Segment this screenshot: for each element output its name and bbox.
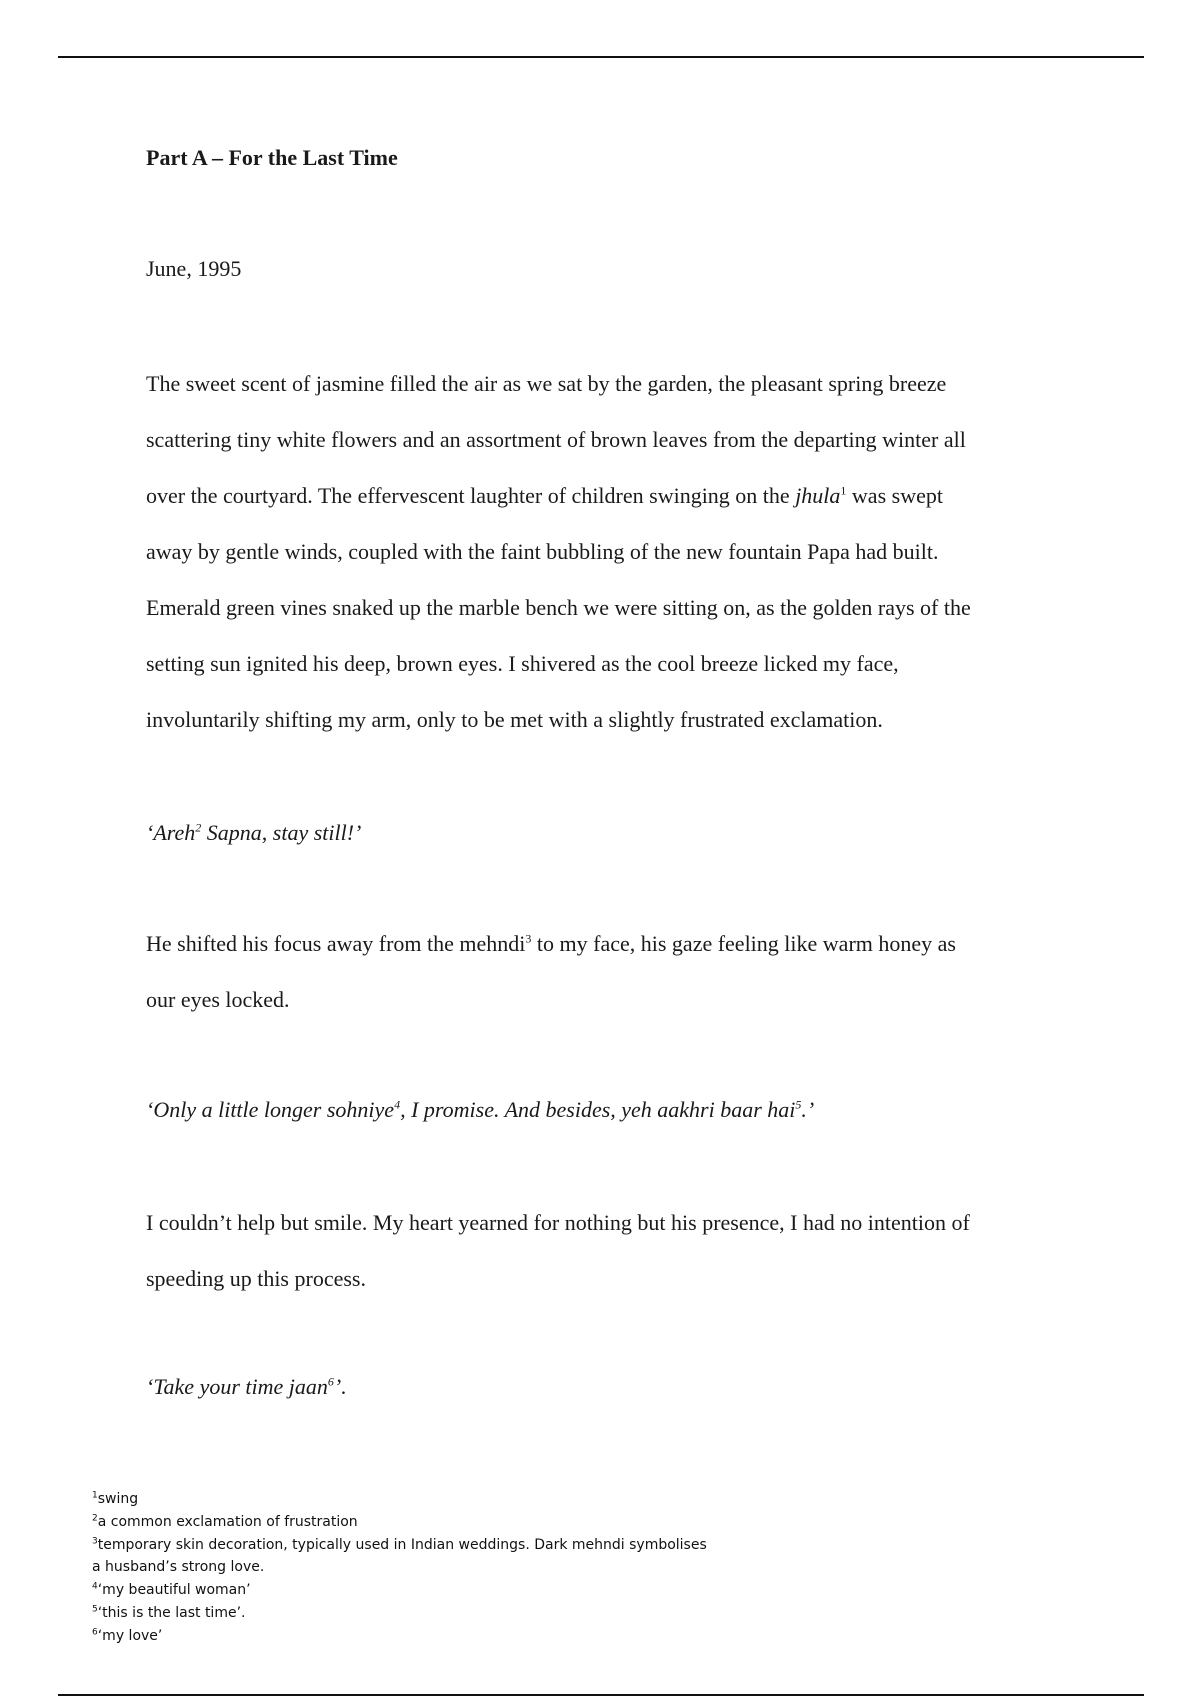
paragraph-1 (146, 356, 1086, 748)
text-run: ‘Take your time jaan (146, 1374, 328, 1399)
footnote-number: 5 (92, 1604, 98, 1615)
footnote-number: 6 (92, 1627, 98, 1638)
footnote-ref-5: 5 (795, 1097, 802, 1112)
text-run: , I promise. And besides, yeh aakhri baar hai (400, 1097, 796, 1122)
paragraph-2 (146, 916, 1086, 1028)
paragraph-line: setting sun ignited his deep, brown eyes. I shivered as the cool breeze licked my face, (146, 651, 899, 676)
section-heading: Part A – For the Last Time (146, 145, 398, 170)
paragraph-line: Emerald green vines snaked up the marble bench we were sitting on, as the golden rays of the (146, 595, 971, 620)
footnote (92, 1511, 707, 1534)
footnote (92, 1602, 707, 1625)
footnote-text: ‘this is the last time’. (97, 1604, 246, 1621)
text-run: ‘Areh (146, 820, 196, 845)
paragraph-line (146, 916, 1086, 972)
paragraph-line: involuntarily shifting my arm, only to be met with a slightly frustrated exclamation. (146, 707, 883, 732)
top-rule (58, 56, 1144, 58)
dialogue-quote-1 (146, 820, 361, 846)
text-run: ‘Only a little longer sohniye (146, 1097, 395, 1122)
footnote (92, 1534, 707, 1557)
paragraph-line: scattering tiny white flowers and an assortment of brown leaves from the departing winter all (146, 427, 966, 452)
footnote-number: 3 (92, 1535, 98, 1546)
dateline: June, 1995 (146, 256, 242, 281)
paragraph-line (146, 468, 1086, 524)
dialogue-quote-3 (146, 1374, 347, 1400)
footnote-number: 1 (92, 1490, 98, 1501)
footnote (92, 1625, 707, 1648)
paragraph-line: away by gentle winds, coupled with the faint bubbling of the new fountain Papa had built. (146, 539, 939, 564)
paragraph-line: speeding up this process. (146, 1266, 366, 1291)
text-run: Sapna, stay still!’ (201, 820, 362, 845)
footnote-text: swing (97, 1491, 139, 1507)
footnote (92, 1579, 707, 1602)
footnote-ref-1: 1 (840, 483, 847, 498)
footnote (92, 1488, 707, 1511)
footnote-text: a common exclamation of frustration (97, 1513, 358, 1530)
text-run: to my face, his gaze feeling like warm honey as (531, 931, 956, 956)
footnote-ref-4: 4 (394, 1097, 401, 1112)
paragraph-3 (146, 1195, 1086, 1307)
paragraph-line: The sweet scent of jasmine filled the air as we sat by the garden, the pleasant spring breeze (146, 371, 947, 396)
paragraph-line: our eyes locked. (146, 987, 290, 1012)
footnotes (92, 1488, 707, 1648)
text-run: over the courtyard. The effervescent laughter of children swinging on the (146, 483, 796, 508)
dialogue-quote-2 (146, 1097, 814, 1123)
text-run: ’. (333, 1374, 347, 1399)
footnote-ref-3: 3 (525, 931, 532, 946)
footnote-text: ‘my love’ (97, 1627, 163, 1644)
paragraph-line: I couldn’t help but smile. My heart yearned for nothing but his presence, I had no intention of (146, 1210, 970, 1235)
text-run: was swept (846, 483, 943, 508)
footnote-text: ‘my beautiful woman’ (97, 1582, 251, 1599)
text-run: .’ (801, 1097, 815, 1122)
footnote-number: 2 (92, 1513, 98, 1524)
footnote-ref-2: 2 (195, 820, 202, 835)
italic-term-jhula: jhula (795, 483, 841, 508)
footnote-text: temporary skin decoration, typically used in Indian weddings. Dark mehndi symbolises (97, 1536, 707, 1553)
bottom-rule (58, 1694, 1144, 1696)
text-run: He shifted his focus away from the mehndi (146, 931, 526, 956)
footnote (92, 1556, 707, 1579)
footnote-text: a husband’s strong love. (92, 1559, 265, 1576)
footnote-ref-6: 6 (327, 1374, 334, 1389)
footnote-number: 4 (92, 1581, 98, 1592)
